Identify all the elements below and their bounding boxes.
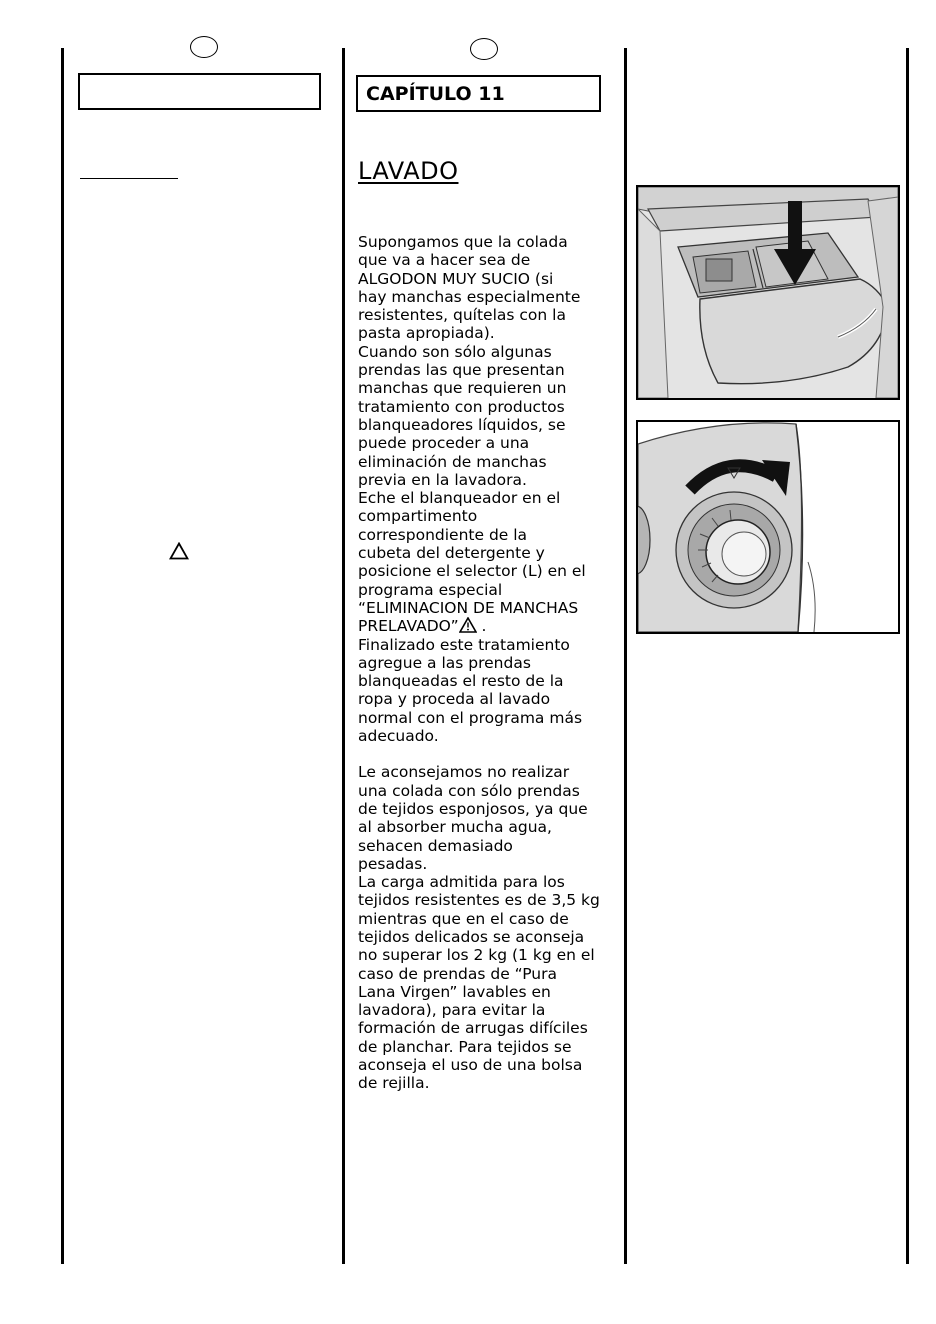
- paragraph-2: [358, 763, 620, 1092]
- text-line: resistentes, quítelas con la: [358, 306, 566, 325]
- text-line: Cuando son sólo algunas: [358, 342, 552, 361]
- text-line: blanqueadas el resto de la: [358, 672, 564, 691]
- detergent-drawer-drawing: [638, 187, 898, 398]
- text-line: al absorber mucha agua,: [358, 818, 552, 837]
- left-section-underline: [80, 178, 178, 179]
- text-line: tejidos delicados se aconseja: [358, 927, 585, 946]
- text-line: prendas las que presentan: [358, 361, 565, 380]
- column-rule-right: [906, 48, 909, 1264]
- text-line: lavadora), para evitar la: [358, 1001, 546, 1020]
- text-line: sehacen demasiado: [358, 836, 513, 855]
- text-line: manchas que requieren un: [358, 379, 567, 398]
- section-title: LAVADO: [358, 157, 459, 185]
- language-marker-center: [470, 38, 498, 60]
- text-line: agregue a las prendas: [358, 653, 531, 672]
- text-line: tratamiento con productos: [358, 397, 565, 416]
- text-line: aconseja el uso de una bolsa: [358, 1056, 583, 1075]
- text-line: formación de arrugas difíciles: [358, 1019, 588, 1038]
- text-line: pesadas.: [358, 854, 428, 873]
- text-line: ropa y proceda al lavado: [358, 690, 551, 709]
- text-line: hay manchas especialmente: [358, 287, 581, 306]
- text-line: Le aconsejamos no realizar: [358, 763, 570, 782]
- warning-triangle-icon: [459, 617, 477, 633]
- warning-triangle-icon: [169, 542, 189, 560]
- text-line: de rejilla.: [358, 1074, 430, 1093]
- text-line: una colada con sólo prendas: [358, 781, 580, 800]
- chapter-box-left: [78, 73, 321, 110]
- text-line: eliminación de manchas: [358, 452, 547, 471]
- paragraph-1: [358, 233, 620, 745]
- prelavado-text: PRELAVADO”: [358, 617, 459, 636]
- text-line: Supongamos que la colada: [358, 233, 568, 251]
- text-line: compartimento: [358, 507, 478, 526]
- text-line: pasta apropiada).: [358, 324, 495, 343]
- text-line: posicione el selector (L) en el: [358, 562, 586, 581]
- language-marker-left: [190, 36, 218, 58]
- text-line: normal con el programa más: [358, 708, 583, 727]
- text-line: previa en la lavadora.: [358, 470, 527, 489]
- text-line: Eche el blanqueador en el: [358, 489, 561, 508]
- text-line: correspondiente de la: [358, 525, 528, 544]
- text-line-prelavado: [358, 617, 620, 635]
- text-line: blanqueadores líquidos, se: [358, 415, 566, 434]
- text-line: ALGODON MUY SUCIO (si: [358, 269, 554, 288]
- text-line: adecuado.: [358, 727, 439, 746]
- text-line: caso de prendas de “Pura: [358, 964, 558, 983]
- prelavado-text-after: .: [476, 617, 487, 636]
- body-text: [358, 233, 620, 1093]
- text-line: “ELIMINACION DE MANCHAS: [358, 598, 579, 617]
- detergent-drawer-illustration: [636, 185, 900, 400]
- chapter-title-box: [356, 75, 601, 112]
- text-line: tejidos resistentes es de 3,5 kg: [358, 891, 600, 910]
- text-line: de planchar. Para tejidos se: [358, 1037, 572, 1056]
- text-line: Lana Virgen” lavables en: [358, 982, 551, 1001]
- selector-knob-drawing: [638, 422, 898, 632]
- chapter-title: CAPÍTULO 11: [366, 83, 505, 105]
- text-line: que va a hacer sea de: [358, 251, 531, 270]
- text-line: cubeta del detergente y: [358, 544, 545, 563]
- text-line: mientras que en el caso de: [358, 909, 569, 928]
- column-rule-left: [61, 48, 64, 1264]
- text-line: programa especial: [358, 580, 503, 599]
- column-rule-center-left: [342, 48, 345, 1264]
- text-line: no superar los 2 kg (1 kg en el: [358, 946, 595, 965]
- text-line: La carga admitida para los: [358, 873, 565, 892]
- column-rule-center-right: [624, 48, 627, 1264]
- text-line: de tejidos esponjosos, ya que: [358, 799, 588, 818]
- text-line: Finalizado este tratamiento: [358, 635, 570, 654]
- text-line: puede proceder a una: [358, 434, 530, 453]
- program-selector-knob-illustration: [636, 420, 900, 634]
